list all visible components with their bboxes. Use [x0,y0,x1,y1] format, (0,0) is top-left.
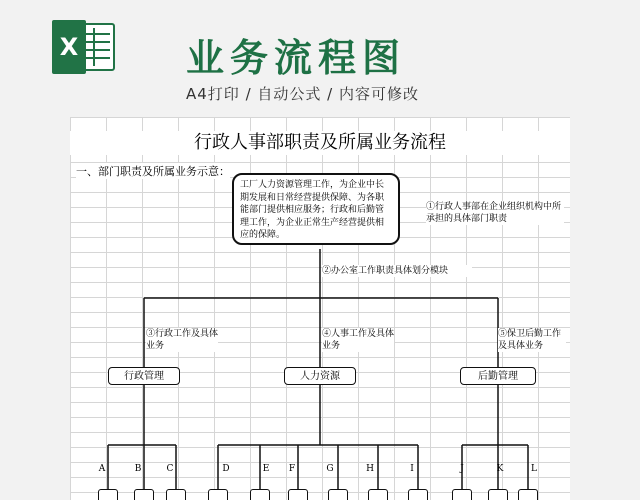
note-department-duty: ①行政人事部在企业组织机构中所承担的具体部门职责 [426,201,564,225]
branch-label-l: L [531,464,537,474]
branch-label-g: G [326,464,334,474]
branch-label-e: E [262,464,270,474]
branch-label-d: D [222,464,230,474]
leaf-box [208,489,228,500]
branch-label-c: C [166,464,174,474]
branch-label-h: H [366,464,374,474]
branch-label-f: F [288,464,296,474]
page-subtitle: A4打印 / 自动公式 / 内容可修改 [186,85,419,103]
branch-label-i: I [410,464,414,474]
dept-hr-box: 人力资源 [284,367,356,385]
banner [0,0,640,113]
leaf-box [250,489,270,500]
branch-label-j: J [460,464,464,474]
excel-icon [52,20,116,74]
note-admin-work: ③行政工作及具体业务 [146,329,219,351]
leaf-box [368,489,388,500]
leaf-box [166,489,186,500]
leaf-box [452,489,472,500]
leaf-box [488,489,508,500]
leaf-box [408,489,428,500]
dept-logistics-box: 后勤管理 [460,367,536,385]
branch-label-b: B [134,464,142,474]
section-label: 一、部门职责及所属业务示意： [76,165,230,178]
excel-logo-letter: X [59,33,79,61]
leaf-box [288,489,308,500]
branch-label-a: A [98,464,106,474]
note-module-division: ②办公室工作职责具体划分模块 [322,265,472,277]
department-duty-box: 工厂人力资源管理工作，为企业中长期发展和日常经营提供保障、为各职能部门提供相应服务；行政和后勤管理工作，为企业正常生产经营提供相应的保障。 [232,173,400,245]
leaf-box [518,489,538,500]
note-hr-work: ④人事工作及具体业务 [322,329,395,351]
note-logistics-work: ⑤保卫后勤工作及具体业务 [498,328,566,352]
leaf-box [98,489,118,500]
leaf-box [134,489,154,500]
sheet-title: 行政人事部职责及所属业务流程 [70,131,570,155]
branch-label-k: K [496,464,504,474]
leaf-box [328,489,348,500]
dept-admin-box: 行政管理 [108,367,180,385]
spreadsheet-preview [70,117,570,500]
page-title: 业务流程图 [186,35,407,80]
